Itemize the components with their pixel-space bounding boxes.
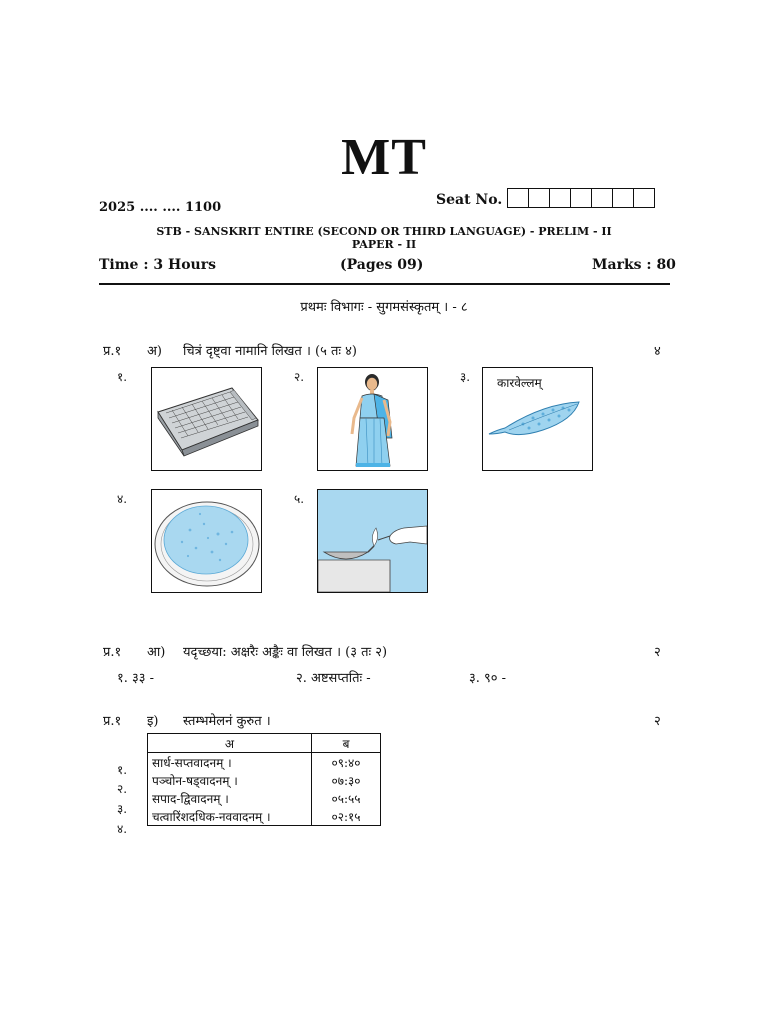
question-marks: २	[654, 645, 661, 660]
marks-label: Marks : 80	[592, 257, 676, 273]
question-text: यदृच्छया: अक्षरैः अङ्कैः वा लिखत । (३ तः २)	[183, 645, 388, 660]
picture-number: ३.	[460, 370, 471, 384]
number-item: ३. ९० -	[469, 671, 507, 686]
seat-box[interactable]	[612, 188, 634, 208]
seat-box[interactable]	[633, 188, 655, 208]
column-b-cell: ०२:१५	[312, 807, 381, 826]
question-marks: २	[654, 714, 661, 729]
table-row	[148, 771, 381, 789]
row-number: २.	[117, 782, 128, 796]
subject-line-2: PAPER - II	[351, 238, 417, 251]
exam-code: 2025 .... .... 1100	[99, 200, 222, 215]
time-label: Time : 3 Hours	[99, 257, 216, 273]
subject-title	[0, 225, 768, 251]
row-number: १.	[117, 763, 128, 777]
pages-label: (Pages 09)	[340, 257, 424, 273]
question-text: स्तम्भमेलनं कुरुत ।	[183, 714, 271, 729]
lighting-lamp-icon	[318, 490, 427, 592]
picture-caption: कारवेल्लम्	[497, 376, 542, 390]
seat-box[interactable]	[591, 188, 613, 208]
picture-number: २.	[294, 370, 305, 384]
column-a-cell: सार्ध-सप्तवादनम् ।	[148, 753, 312, 772]
row-number: ४.	[117, 822, 128, 836]
seat-number-boxes	[508, 188, 655, 208]
keyboard-icon	[152, 368, 261, 470]
bitter-gourd-picture	[482, 367, 593, 471]
match-columns-table	[147, 733, 381, 826]
table-header-row	[148, 734, 381, 753]
picture-number: १.	[117, 370, 128, 384]
keyboard-picture	[151, 367, 262, 471]
column-a-cell: पञ्चोन-षड्वादनम् ।	[148, 771, 312, 789]
column-b-cell: ०७:३०	[312, 771, 381, 789]
woman-picture	[317, 367, 428, 471]
column-a-header: अ	[148, 734, 312, 753]
picture-number: ५.	[294, 492, 305, 506]
question-text: चित्रं दृष्ट्वा नामानि लिखत । (५ तः ४)	[183, 344, 357, 359]
chapati-plate-icon	[152, 490, 261, 592]
seat-box[interactable]	[528, 188, 550, 208]
row-number: ३.	[117, 802, 128, 816]
number-item: १. ३३ -	[117, 671, 155, 686]
table-row	[148, 753, 381, 772]
section-title: प्रथमः विभागः - सुगमसंस्कृतम् । - ८	[300, 300, 468, 315]
question-number: प्र.१	[103, 645, 122, 660]
question-subpart: अ)	[147, 344, 163, 359]
seat-box[interactable]	[570, 188, 592, 208]
subject-line-1: STB - SANSKRIT ENTIRE (SECOND OR THIRD LANGUAGE) - PRELIM - II	[156, 225, 612, 238]
mt-logo: MT	[341, 129, 427, 186]
column-b-header: ब	[312, 734, 381, 753]
header-divider	[99, 283, 670, 285]
picture-number: ४.	[117, 492, 128, 506]
question-number: प्र.१	[103, 344, 122, 359]
question-marks: ४	[654, 344, 661, 359]
lamp-picture	[317, 489, 428, 593]
column-b-cell: ०५:५५	[312, 789, 381, 807]
seat-box[interactable]	[549, 188, 571, 208]
question-subpart: आ)	[147, 645, 166, 660]
column-b-cell: ०९:४०	[312, 753, 381, 772]
table-row	[148, 807, 381, 826]
seat-box[interactable]	[507, 188, 529, 208]
question-subpart: इ)	[147, 714, 159, 729]
seat-number-label: Seat No.	[436, 192, 503, 208]
column-a-cell: चत्वारिंशदधिक-नववादनम् ।	[148, 807, 312, 826]
question-number: प्र.१	[103, 714, 122, 729]
woman-in-saree-icon	[318, 368, 427, 470]
chapati-picture	[151, 489, 262, 593]
column-a-cell: सपाद-द्विवादनम् ।	[148, 789, 312, 807]
table-row	[148, 789, 381, 807]
number-item: २. अष्टसप्ततिः -	[296, 671, 371, 686]
